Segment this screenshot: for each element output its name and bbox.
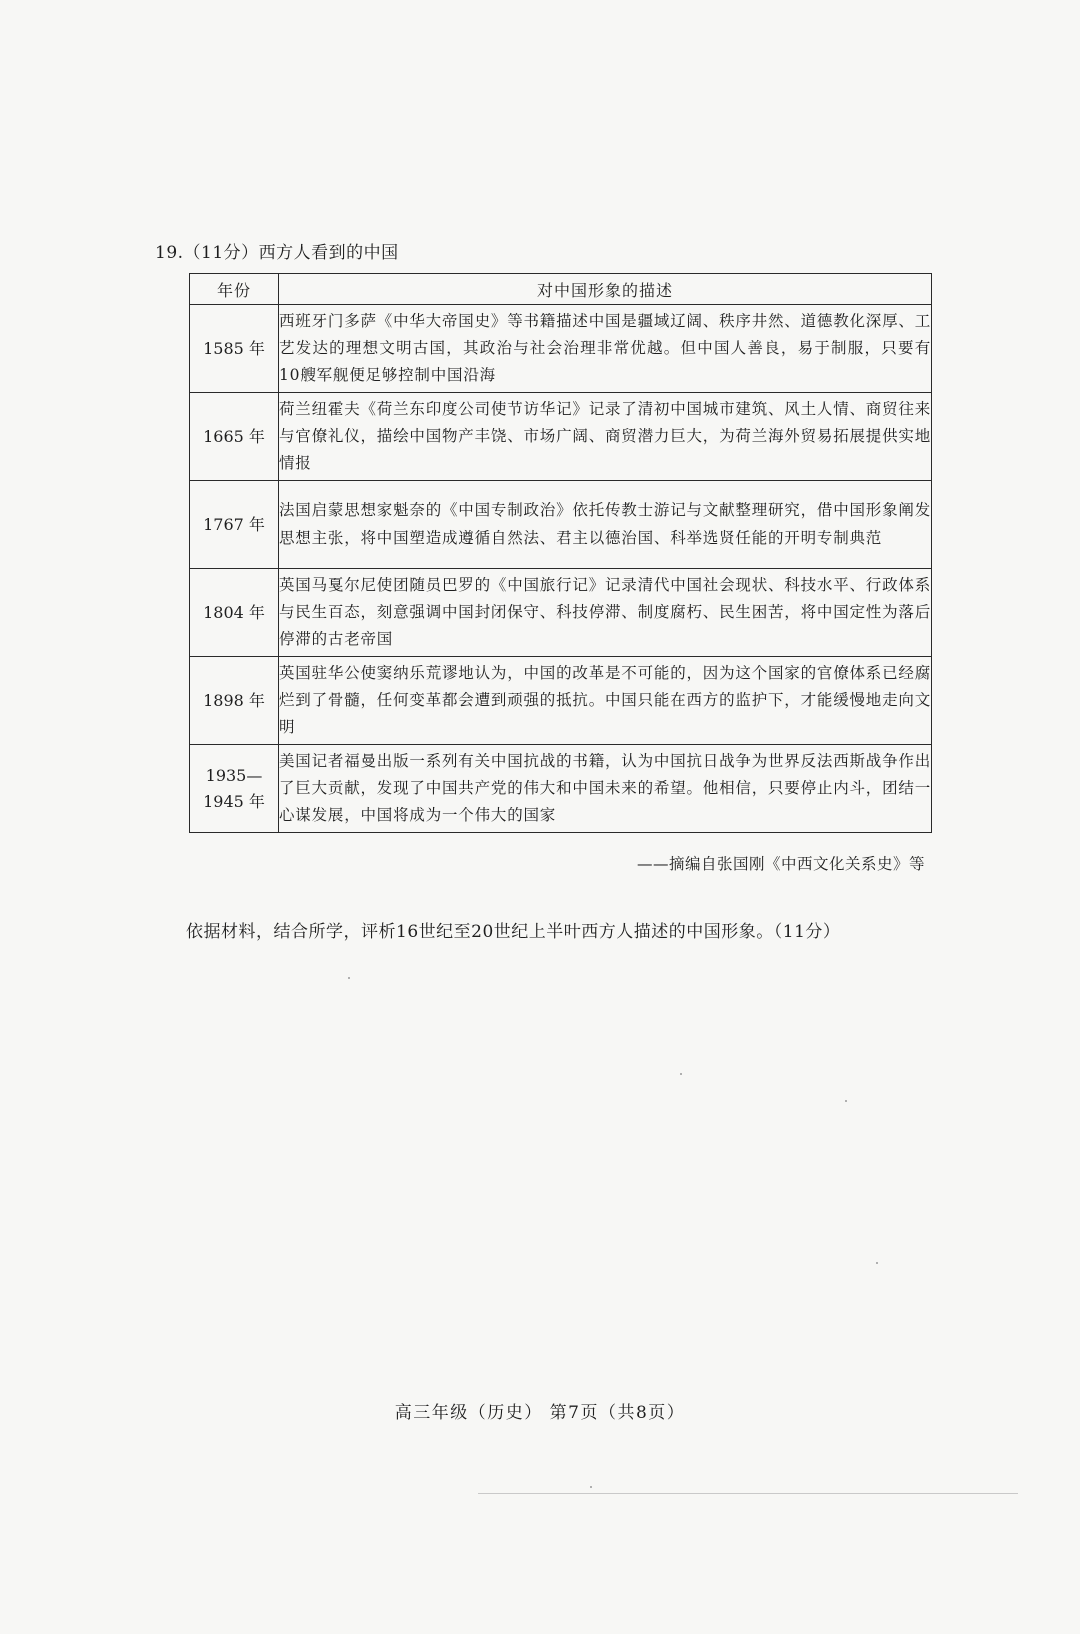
year-cell: 1585 年	[190, 305, 279, 393]
year-cell: 1767 年	[190, 481, 279, 569]
page-footer: 高三年级（历史） 第7页（共8页）	[394, 1403, 686, 1423]
description-cell: 法国启蒙思想家魁奈的《中国专制政治》依托传教士游记与文献整理研究，借中国形象阐发思想主张，将中国塑造成遵循自然法、君主以德治国、科举选贤任能的开明专制典范	[279, 481, 932, 569]
scan-speck	[876, 1262, 878, 1264]
table-row	[190, 393, 932, 481]
description-cell: 荷兰纽霍夫《荷兰东印度公司使节访华记》记录了清初中国城市建筑、风土人情、商贸往来与官僚礼仪，描绘中国物产丰饶、市场广阔、商贸潜力巨大，为荷兰海外贸易拓展提供实地情报	[279, 393, 932, 481]
table-row	[190, 569, 932, 657]
scan-speck	[845, 1100, 847, 1102]
year-cell: 1665 年	[190, 393, 279, 481]
description-cell: 英国驻华公使窦纳乐荒谬地认为，中国的改革是不可能的，因为这个国家的官僚体系已经腐烂到了骨髓，任何变革都会遭到顽强的抵抗。中国只能在西方的监护下，才能缓慢地走向文明	[279, 657, 932, 745]
year-cell	[190, 745, 279, 833]
table-row	[190, 657, 932, 745]
question-prompt: 依据材料，结合所学，评析16世纪至20世纪上半叶西方人描述的中国形象。（11分）	[186, 922, 841, 942]
source-citation: ——摘编自张国刚《中西文化关系史》等	[636, 855, 925, 873]
material-table	[189, 273, 932, 833]
scan-speck	[348, 977, 350, 979]
table-row	[190, 305, 932, 393]
header-description: 对中国形象的描述	[279, 274, 932, 305]
table-row	[190, 745, 932, 833]
scan-speck	[680, 1073, 682, 1075]
year-cell: 1804 年	[190, 569, 279, 657]
table-header-row	[190, 274, 932, 305]
description-cell: 西班牙门多萨《中华大帝国史》等书籍描述中国是疆域辽阔、秩序井然、道德教化深厚、工艺发达的理想文明古国，其政治与社会治理非常优越。但中国人善良，易于制服，只要有10艘军舰便足够控制中国沿海	[279, 305, 932, 393]
scan-line	[478, 1493, 1018, 1494]
header-year: 年份	[190, 274, 279, 305]
year-range-end: 1945 年	[203, 791, 265, 811]
description-cell: 英国马戛尔尼使团随员巴罗的《中国旅行记》记录清代中国社会现状、科技水平、行政体系与民生百态，刻意强调中国封闭保守、科技停滞、制度腐朽、民生困苦，将中国定性为落后停滞的古老帝国	[279, 569, 932, 657]
description-cell: 美国记者福曼出版一系列有关中国抗战的书籍，认为中国抗日战争为世界反法西斯战争作出了巨大贡献，发现了中国共产党的伟大和中国未来的希望。他相信，只要停止内斗，团结一心谋发展，中国将成为一个伟大的国家	[279, 745, 932, 833]
year-range-start: 1935—	[205, 765, 263, 785]
scan-speck	[590, 1486, 592, 1488]
question-title: 19.（11分）西方人看到的中国	[155, 243, 399, 263]
table-row	[190, 481, 932, 569]
year-cell: 1898 年	[190, 657, 279, 745]
